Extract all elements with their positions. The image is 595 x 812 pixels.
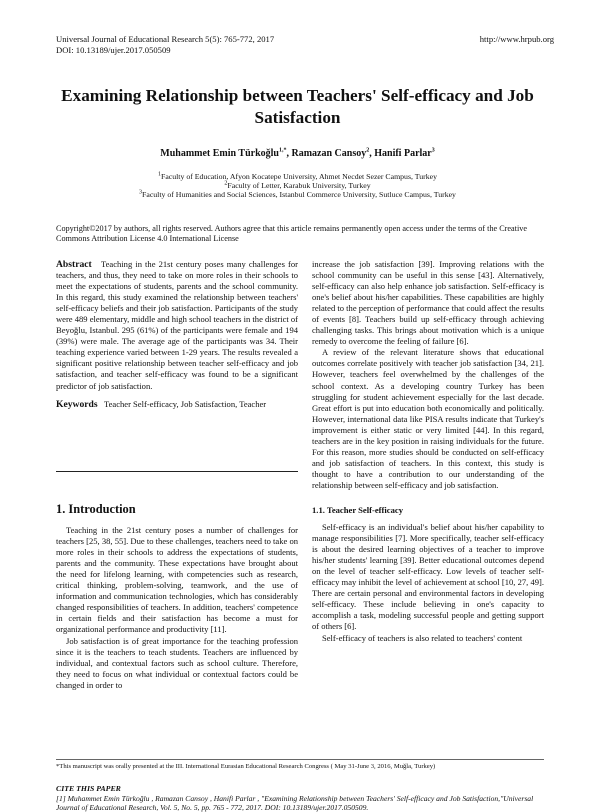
right-column: [312, 259, 544, 644]
affiliation-num: 3: [139, 189, 143, 196]
right-paragraph-2: A review of the relevant literature shows that educational outcomes correlate positively with teacher job satisfaction [34, 21]. However, teachers feel overwhelmed by the challenges of the school context. As a developing country Turkey has been struggling for student achievement especially for the last decade. Great effort is put into education both economically and politically. However, international data like PISA results indicate that Turkey's improvement is either static or very limited [44]. In this regard, teachers are in the key position in raising individuals for the future. For this reason, more studies should be conducted on self-efficacy and job satisfaction of teachers. In this context, this study is thought to have a contribution to our understanding of the relationship between self-efficacy and job satisfaction.: [312, 347, 544, 490]
author-3: Hanifi Parlar: [374, 148, 432, 159]
abstract: [56, 259, 298, 392]
journal-url[interactable]: http://www.hrpub.org: [479, 34, 554, 44]
cite-text: [1] Muhammet Emin Türkoğlu , Ramazan Cansoy , Hanifi Parlar , "Examining Relationship between Teachers' Self-efficacy and Job Satisfaction,"Universal Journal of Educational Research, Vol. 5, No. 5, pp. 765 - 772, 2017. DOI: 10.13189/ujer.2017.050509.: [56, 794, 534, 812]
author-separator: ,: [286, 148, 292, 159]
affiliation-num: 2: [224, 180, 228, 187]
affiliation-text: Faculty of Humanities and Social Sciences, Istanbul Commerce University, Sutluce Campus, Turkey: [142, 190, 456, 200]
paper-title: Examining Relationship between Teachers' Self-efficacy and Job Satisfaction: [61, 86, 534, 127]
author-separator: ,: [369, 148, 375, 159]
right-paragraph-3: Self-efficacy is an individual's belief about his/her capability to manage responsibilities [7]. More specifically, teacher self-efficacy is about the desired learning objectives of a teacher to improve his/her students' learning [39]. Better educational outcomes depend on the level of teacher self-efficacy. Low levels of teacher self-efficacy may inhibit the level of achievement at school [10, 27, 49]. There are certain personal and environmental factors in developing self-efficacy. These include believing in one's capacity to accomplish a task, modeling successful people and getting support of others [6].: [312, 522, 544, 632]
affiliation-1: [40, 172, 555, 181]
journal-header: [56, 34, 274, 55]
right-paragraph-1: increase the job satisfaction [39]. Improving relations with the school community can be useful in this sense [43]. Alternatively, self-efficacy can also help enhance job satisfaction. Self-efficacy is one's belief about his/her capabilities. These capabilities are highly related to the perception of performance that could affect the results of events [8]. Teachers build up self-efficacy through achieving challenging tasks. This brings about motivation which is a unique remedy to overcome the feeling of failure [6].: [312, 259, 544, 347]
keywords: [56, 399, 298, 410]
right-paragraph-4: Self-efficacy of teachers is also related to teachers' content: [322, 632, 523, 643]
author-2: Ramazan Cansoy: [291, 148, 367, 159]
affiliation-3: [40, 190, 555, 199]
author-1-sup: 1,*: [279, 147, 287, 154]
affiliation-num: 1: [157, 171, 161, 178]
footnote: *This manuscript was orally presented at the III. International Eurasian Educational Research Congress ( May 31-June 3, 2016, Muğla, Turkey): [56, 763, 436, 770]
copyright-notice: Copyright©2017 by authors, all rights reserved. Authors agree that this article remains permanently open access under the terms of the Creative Commons Attribution License 4.0 International License: [56, 224, 527, 243]
journal-citation: Universal Journal of Educational Research 5(5): 765-772, 2017: [56, 34, 275, 44]
abstract-label: Abstract: [56, 259, 92, 270]
keywords-label: Keywords: [56, 398, 98, 410]
abstract-text: Teaching in the 21st century poses many challenges for teachers, and thus, they need to take on more roles in their schools to meet the expectations of students, parents and the school community. In this regard, this study examined the relationship between teachers' self-efficacy beliefs and their job satisfaction. Participants of the study were 489 elementary, middle and high school teachers in the district of Beyoğlu, Istanbul. 295 (61%) of the participants were female and 194 (39%) were male. The average age of the participants was 34. Their teaching experience varied between 1-29 years. The results revealed a significant positive relationship between teacher self-efficacy and job satisfaction, and teacher self-efficacy was found to be a significant predictor of job satisfaction.: [56, 259, 299, 391]
author-1: Muhammet Emin Türkoğlu: [160, 148, 279, 159]
author-line: [40, 148, 555, 159]
intro-paragraph-2: Job satisfaction is of great importance for the teaching profession since it is the teachers to teach students. Teachers are influenced by individual, and contextual factors such as school culture. Therefore, they need to focus on what individual or contextual factors could be changed in order to: [56, 635, 298, 690]
author-3-sup: 3: [431, 147, 435, 154]
section-divider: [56, 471, 298, 472]
intro-paragraph-1: Teaching in the 21st century poses a number of challenges for teachers [25, 38, 55]. Due to these challenges, teachers need to take on more roles in their schools to address the expectations of students, parents and the community. These expectations have brought about the need for lifelong learning, with competencies such as research, critical thinking, problem-solving, teamwork, and the use of information and communication technologies, which has considerably changed responsibilities of teachers. In addition, teachers' competence in certain fields and their satisfaction has become a must for organizational performance and productivity [11].: [56, 525, 298, 635]
section-heading: 1. Introduction: [56, 502, 136, 516]
left-column: [56, 259, 298, 410]
keywords-text: Teacher Self-efficacy, Job Satisfaction, Teacher: [104, 398, 267, 409]
doi-line: DOI: 10.13189/ujer.2017.050509: [56, 44, 171, 55]
affiliation-text: Faculty of Letter, Karabuk University, Turkey: [227, 181, 371, 191]
introduction-section: [56, 504, 298, 691]
author-2-sup: 2: [366, 147, 370, 154]
affiliations: [40, 172, 555, 200]
cite-heading: CITE THIS PAPER: [56, 784, 121, 793]
subsection-heading: 1.1. Teacher Self-efficacy: [312, 504, 404, 515]
footnote-rule: [56, 759, 544, 760]
affiliation-text: Faculty of Education, Afyon Kocatepe University, Ahmet Necdet Sezer Campus, Turkey: [160, 172, 437, 181]
